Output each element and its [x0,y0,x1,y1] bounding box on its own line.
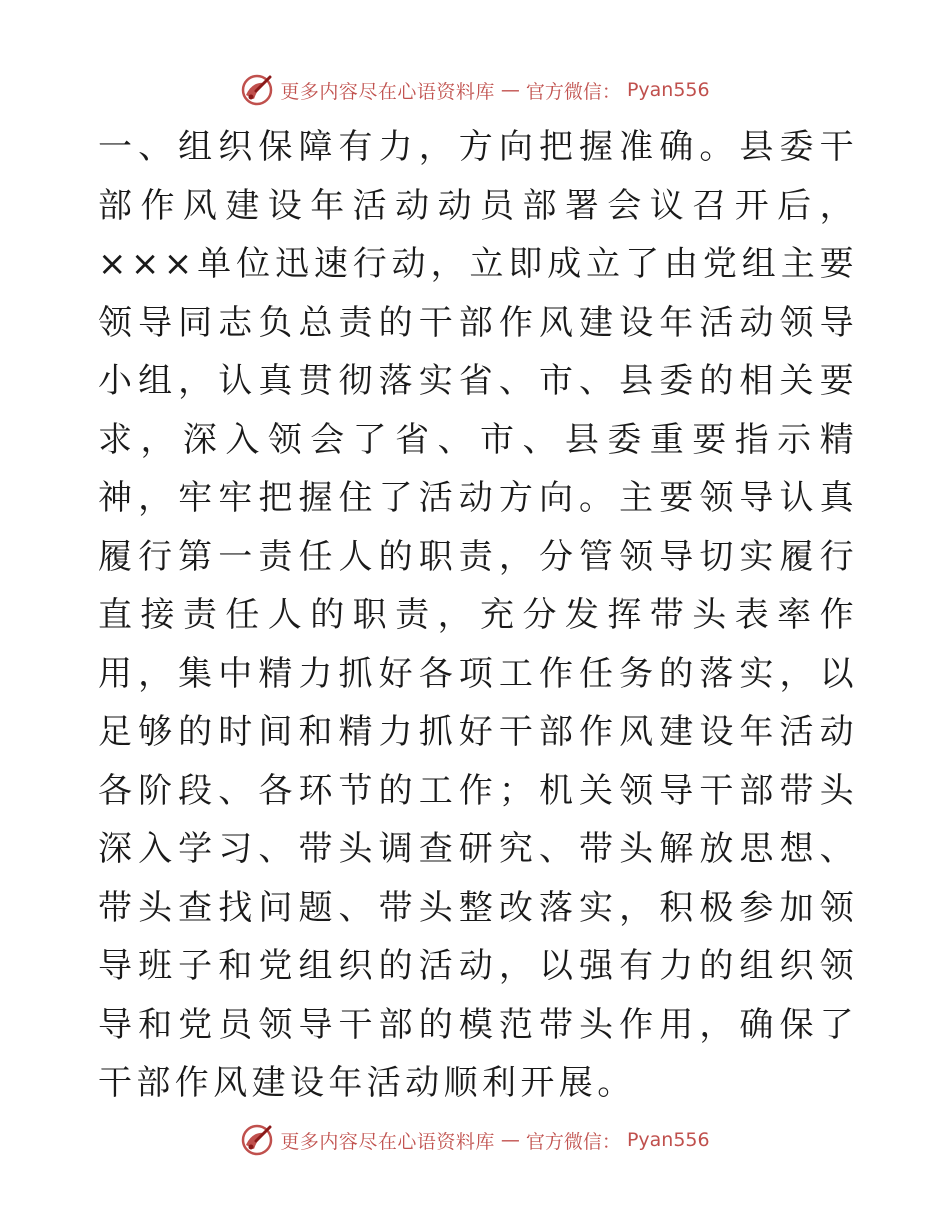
body-paragraph: 一、组织保障有力，方向把握准确。县委干部作风建设年活动动员部署会议召开后，×××单位迅速行动，立即成立了由党组主要领导同志负总责的干部作风建设年活动领导小组，认真贯彻落实省、市、县委的相关要求，深入领会了省、市、县委重要指示精神，牢牢把握住了活动方向。主要领导认真履行第一责任人的职责，分管领导切实履行直接责任人的职责，充分发挥带头表率作用，集中精力抓好各项工作任务的落实，以足够的时间和精力抓好干部作风建设年活动各阶段、各环节的工作；机关领导干部带头深入学习、带头调查研究、带头解放思想、带头查找问题、带头整改落实，积极参加领导班子和党组织的活动，以强有力的组织领导和党员领导干部的模范带头作用，确保了干部作风建设年活动顺利开展。 [98,127,858,1103]
red-swirl-logo-icon [240,1123,274,1157]
watermark-site-text: 更多内容尽在心语资料库 [280,80,495,103]
watermark-wechat-id: Pyan556 [626,1129,710,1151]
header-watermark [0,70,950,110]
footer-watermark [0,1120,950,1160]
watermark-official-text: 官方微信： [525,80,621,103]
watermark-separator: — [500,79,520,101]
document-body [98,118,858,1113]
red-swirl-logo-icon [240,73,274,107]
watermark-site-text: 更多内容尽在心语资料库 [280,1130,495,1153]
watermark-official-text: 官方微信： [525,1130,621,1153]
watermark-separator: — [500,1129,520,1151]
watermark-wechat-id: Pyan556 [626,79,710,101]
